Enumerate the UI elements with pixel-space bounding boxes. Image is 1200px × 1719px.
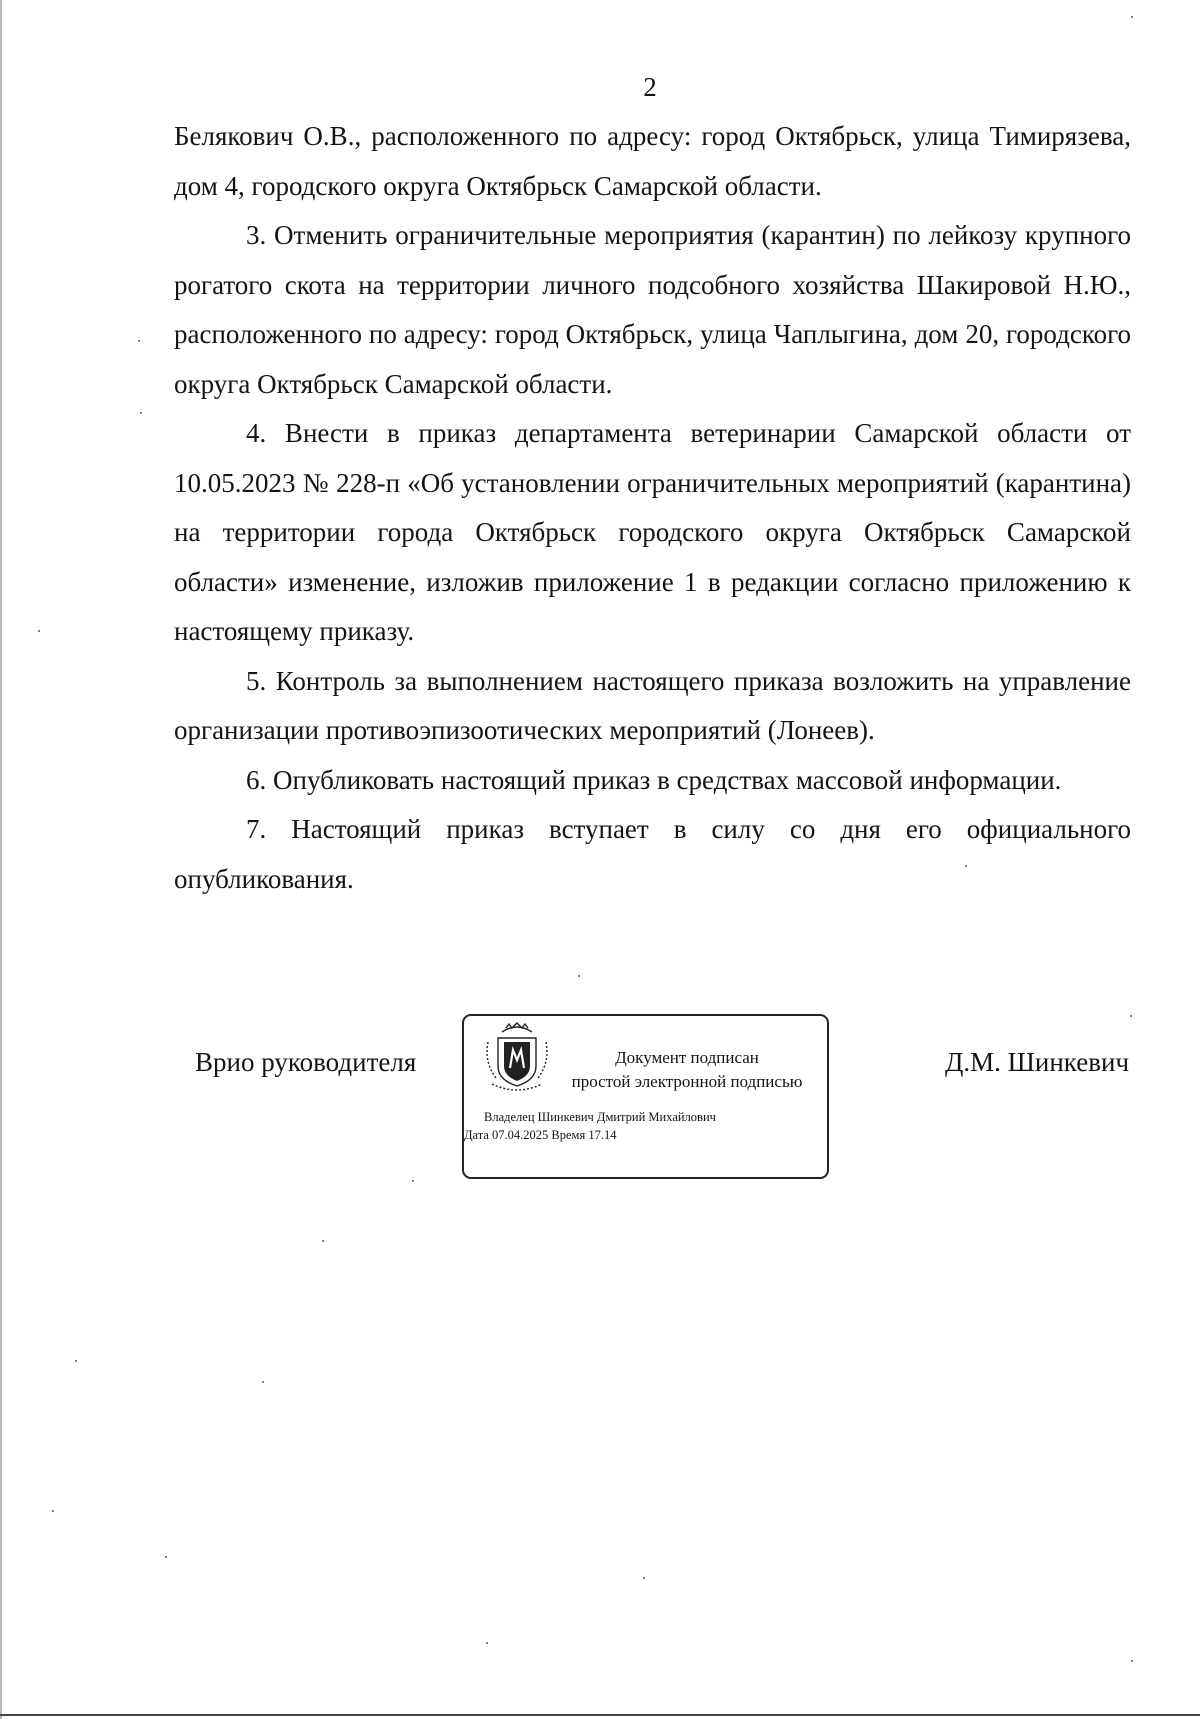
stamp-title	[552, 1046, 822, 1094]
scan-speck	[486, 1642, 488, 1644]
scan-speck	[1131, 1660, 1133, 1662]
scan-left-edge	[0, 0, 2, 1719]
paragraph-item-5: 5. Контроль за выполнением настоящего приказа возложить на управление организации противоэпизоотических мероприятий (Лонеев).	[174, 665, 1131, 745]
scan-speck	[578, 975, 580, 977]
scan-speck	[643, 1577, 645, 1579]
signatory-name: Д.М. Шинкевич	[945, 1047, 1130, 1077]
signatory-position: Врио руководителя	[195, 1047, 417, 1077]
page-number: 2	[643, 72, 657, 102]
scan-speck	[1131, 16, 1133, 18]
paragraph-item-4: 4. Внести в приказ департамента ветеринарии Самарской области от 10.05.2023 № 228-п «Об установлении ограничительных мероприятий (карантина) на территории города Октябрьск городского округа Октябрьск Самарской области» изменение, изложив приложение 1 в редакции согласно приложению к настоящему приказу.	[174, 418, 1131, 646]
scan-speck	[322, 1240, 324, 1242]
stamp-owner: Владелец Шинкевич Дмитрий Михайлович	[484, 1110, 716, 1124]
scan-speck	[138, 340, 140, 342]
electronic-signature-stamp	[462, 1014, 829, 1179]
paragraph-continuation: Белякович О.В., расположенного по адресу: город Октябрьск, улица Тимирязева, дом 4, городского округа Октябрьск Самарской области.	[174, 121, 1131, 201]
scan-bottom-edge	[0, 1714, 1200, 1716]
scan-speck	[412, 1180, 414, 1182]
stamp-title-line-1: Документ подписан	[615, 1048, 759, 1067]
stamp-date-time: Дата 07.04.2025 Время 17.14	[464, 1128, 617, 1142]
scan-speck	[52, 1510, 54, 1512]
scan-speck	[1130, 1015, 1132, 1017]
stamp-title-line-2: простой электронной подписью	[571, 1072, 803, 1091]
scan-speck	[965, 865, 967, 867]
paragraph-item-6: 6. Опубликовать настоящий приказ в средствах массовой информации.	[246, 764, 1062, 795]
samara-coat-of-arms-icon	[482, 1022, 552, 1094]
scan-speck	[165, 1556, 167, 1558]
scan-speck	[262, 1381, 264, 1383]
paragraph-item-3: 3. Отменить ограничительные мероприятия (карантин) по лейкозу крупного рогатого скота на территории личного подсобного хозяйства Шакировой Н.Ю., расположенного по адресу: город Октябрьск, улица Чаплыгина, дом 20, городского округа Октябрьск Самарской области.	[174, 220, 1131, 399]
scan-speck	[140, 412, 142, 414]
paragraph-item-7: 7. Настоящий приказ вступает в силу со дня его официального опубликования.	[174, 814, 1131, 894]
scan-speck	[75, 1360, 77, 1362]
order-body	[174, 112, 1131, 904]
scan-speck	[38, 630, 40, 632]
